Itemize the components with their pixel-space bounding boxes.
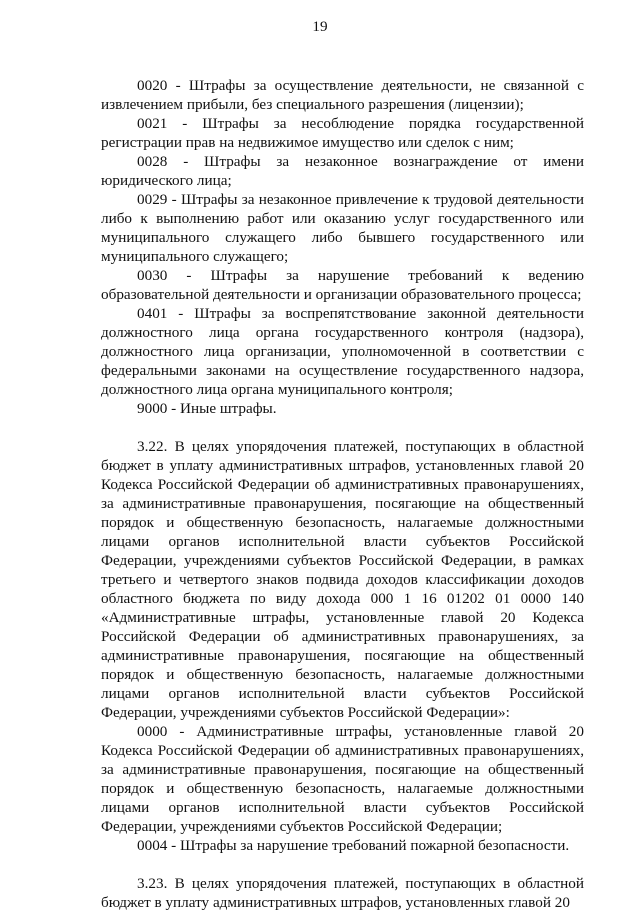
paragraph-code-0000: 0000 - Административные штрафы, установленные главой 20 Кодекса Российской Федерации об административных правонарушениях, за административные правонарушения, посягающие на общественный порядок и общественную безопасность, налагаемые должностными лицами органов исполнительной власти субъектов Российской Федерации, учреждениями субъектов Российской Федерации;	[101, 723, 584, 835]
section-3-22-paragraph: 3.22. В целях упорядочения платежей, поступающих в областной бюджет в уплату административных штрафов, установленных главой 20 Кодекса Российской Федерации об административных правонарушениях, за административные правонарушения, посягающие на общественный порядок и общественную безопасность, налагаемые должностными лицами органов исполнительной власти субъектов Российской Федерации, учреждениями субъектов Российской Федерации, в рамках третьего и четвертого знаков подвида доходов классификации доходов областного бюджета по виду дохода 000 1 16 01202 01 0000 140 «Административные штрафы, установленные главой 20 Кодекса Российской Федерации об административных правонарушениях, за административные правонарушения, посягающие на общественный порядок и общественную безопасность, налагаемые должностными лицами органов исполнительной власти субъектов Российской Федерации, учреждениями субъектов Российской Федерации»:	[101, 438, 584, 721]
section-3-23-paragraph: 3.23. В целях упорядочения платежей, поступающих в областной бюджет в уплату административных штрафов, установленных главой 20	[101, 875, 584, 911]
paragraph-code-9000: 9000 - Иные штрафы.	[137, 400, 277, 417]
paragraph-code-0028: 0028 - Штрафы за незаконное вознаграждение от имени юридического лица;	[101, 153, 584, 189]
paragraph-code-0021: 0021 - Штрафы за несоблюдение порядка государственной регистрации прав на недвижимое имущество или сделок с ним;	[101, 115, 584, 151]
paragraph-code-0401: 0401 - Штрафы за воспрепятствование законной деятельности должностного лица органа государственного контроля (надзора), должностного лица организации, уполномоченной в соответствии с федеральными законами на осуществление государственного надзора, должностного лица органа муниципального контроля;	[101, 305, 584, 398]
paragraph-code-0029: 0029 - Штрафы за незаконное привлечение к трудовой деятельности либо к выполнению работ или оказанию услуг государственного или муниципального служащего либо бывшего государственного или муниципального служащего;	[101, 191, 584, 265]
paragraph-code-0020: 0020 - Штрафы за осуществление деятельности, не связанной с извлечением прибыли, без специального разрешения (лицензии);	[101, 77, 584, 113]
paragraph-spacer	[101, 418, 584, 437]
document-body	[101, 76, 584, 912]
paragraph-spacer	[101, 855, 584, 874]
paragraph-code-0004: 0004 - Штрафы за нарушение требований пожарной безопасности.	[137, 837, 570, 854]
page-number: 19	[312, 18, 328, 35]
paragraph-code-0030: 0030 - Штрафы за нарушение требований к ведению образовательной деятельности и организации образовательного процесса;	[101, 267, 584, 303]
